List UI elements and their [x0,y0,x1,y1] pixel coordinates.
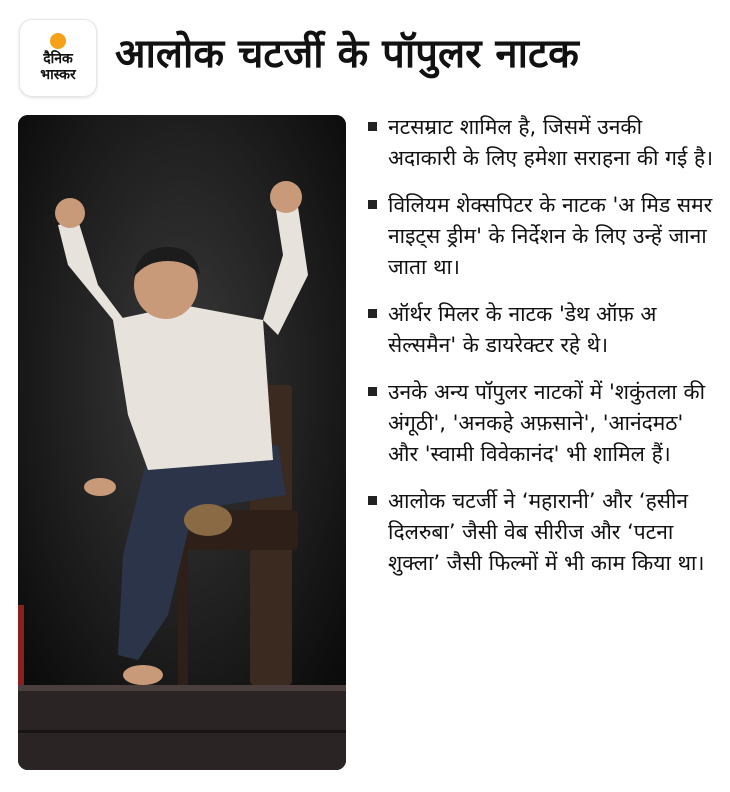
page-title: आलोक चटर्जी के पॉपुलर नाटक [115,31,579,77]
list-item [366,377,716,470]
list-item-text: विलियम शेक्सपिटर के नाटक 'अ मिड समर नाइट्स ड्रीम' के निर्देशन के लिए उन्हें जाना जाता था। [388,193,713,279]
list-item-text: उनके अन्य पॉपुलर नाटकों में 'शकुंतला की अंगूठी', 'अनकहे अफ़साने', 'आनंदमठ' और 'स्वामी विवेकानंद' भी शामिल हैं। [388,380,706,466]
bullet-square-icon [368,387,377,396]
dainik-bhaskar-logo[interactable] [20,20,96,96]
list-item [366,190,716,283]
logo-text-line2: भास्कर [40,67,76,83]
sun-icon [50,33,66,49]
bullet-square-icon [368,200,377,209]
list-item-text: आलोक चटर्जी ने ‘महारानी’ और ‘हसीन दिलरुबा’ जैसी वेब सीरीज और ‘पटना शुक्ला’ जैसी फिल्मों में भी काम किया था। [388,489,705,575]
bullet-square-icon [368,496,377,505]
bullet-square-icon [368,122,377,131]
list-item [366,299,716,361]
list-item [366,112,716,174]
plays-list [366,112,716,595]
list-item-text: नटसम्राट शामिल है, जिसमें उनकी अदाकारी के लिए हमेशा सराहना की गई है। [388,115,714,170]
list-item-text: ऑर्थर मिलर के नाटक 'डेथ ऑफ़ अ सेल्समैन' के डायरेक्टर रहे थे। [388,302,657,357]
header [0,0,730,105]
bullet-square-icon [368,309,377,318]
stage-performer-illustration [18,115,346,770]
performer-photo [18,115,346,770]
logo-text-line1: दैनिक [43,51,73,67]
list-item [366,486,716,579]
